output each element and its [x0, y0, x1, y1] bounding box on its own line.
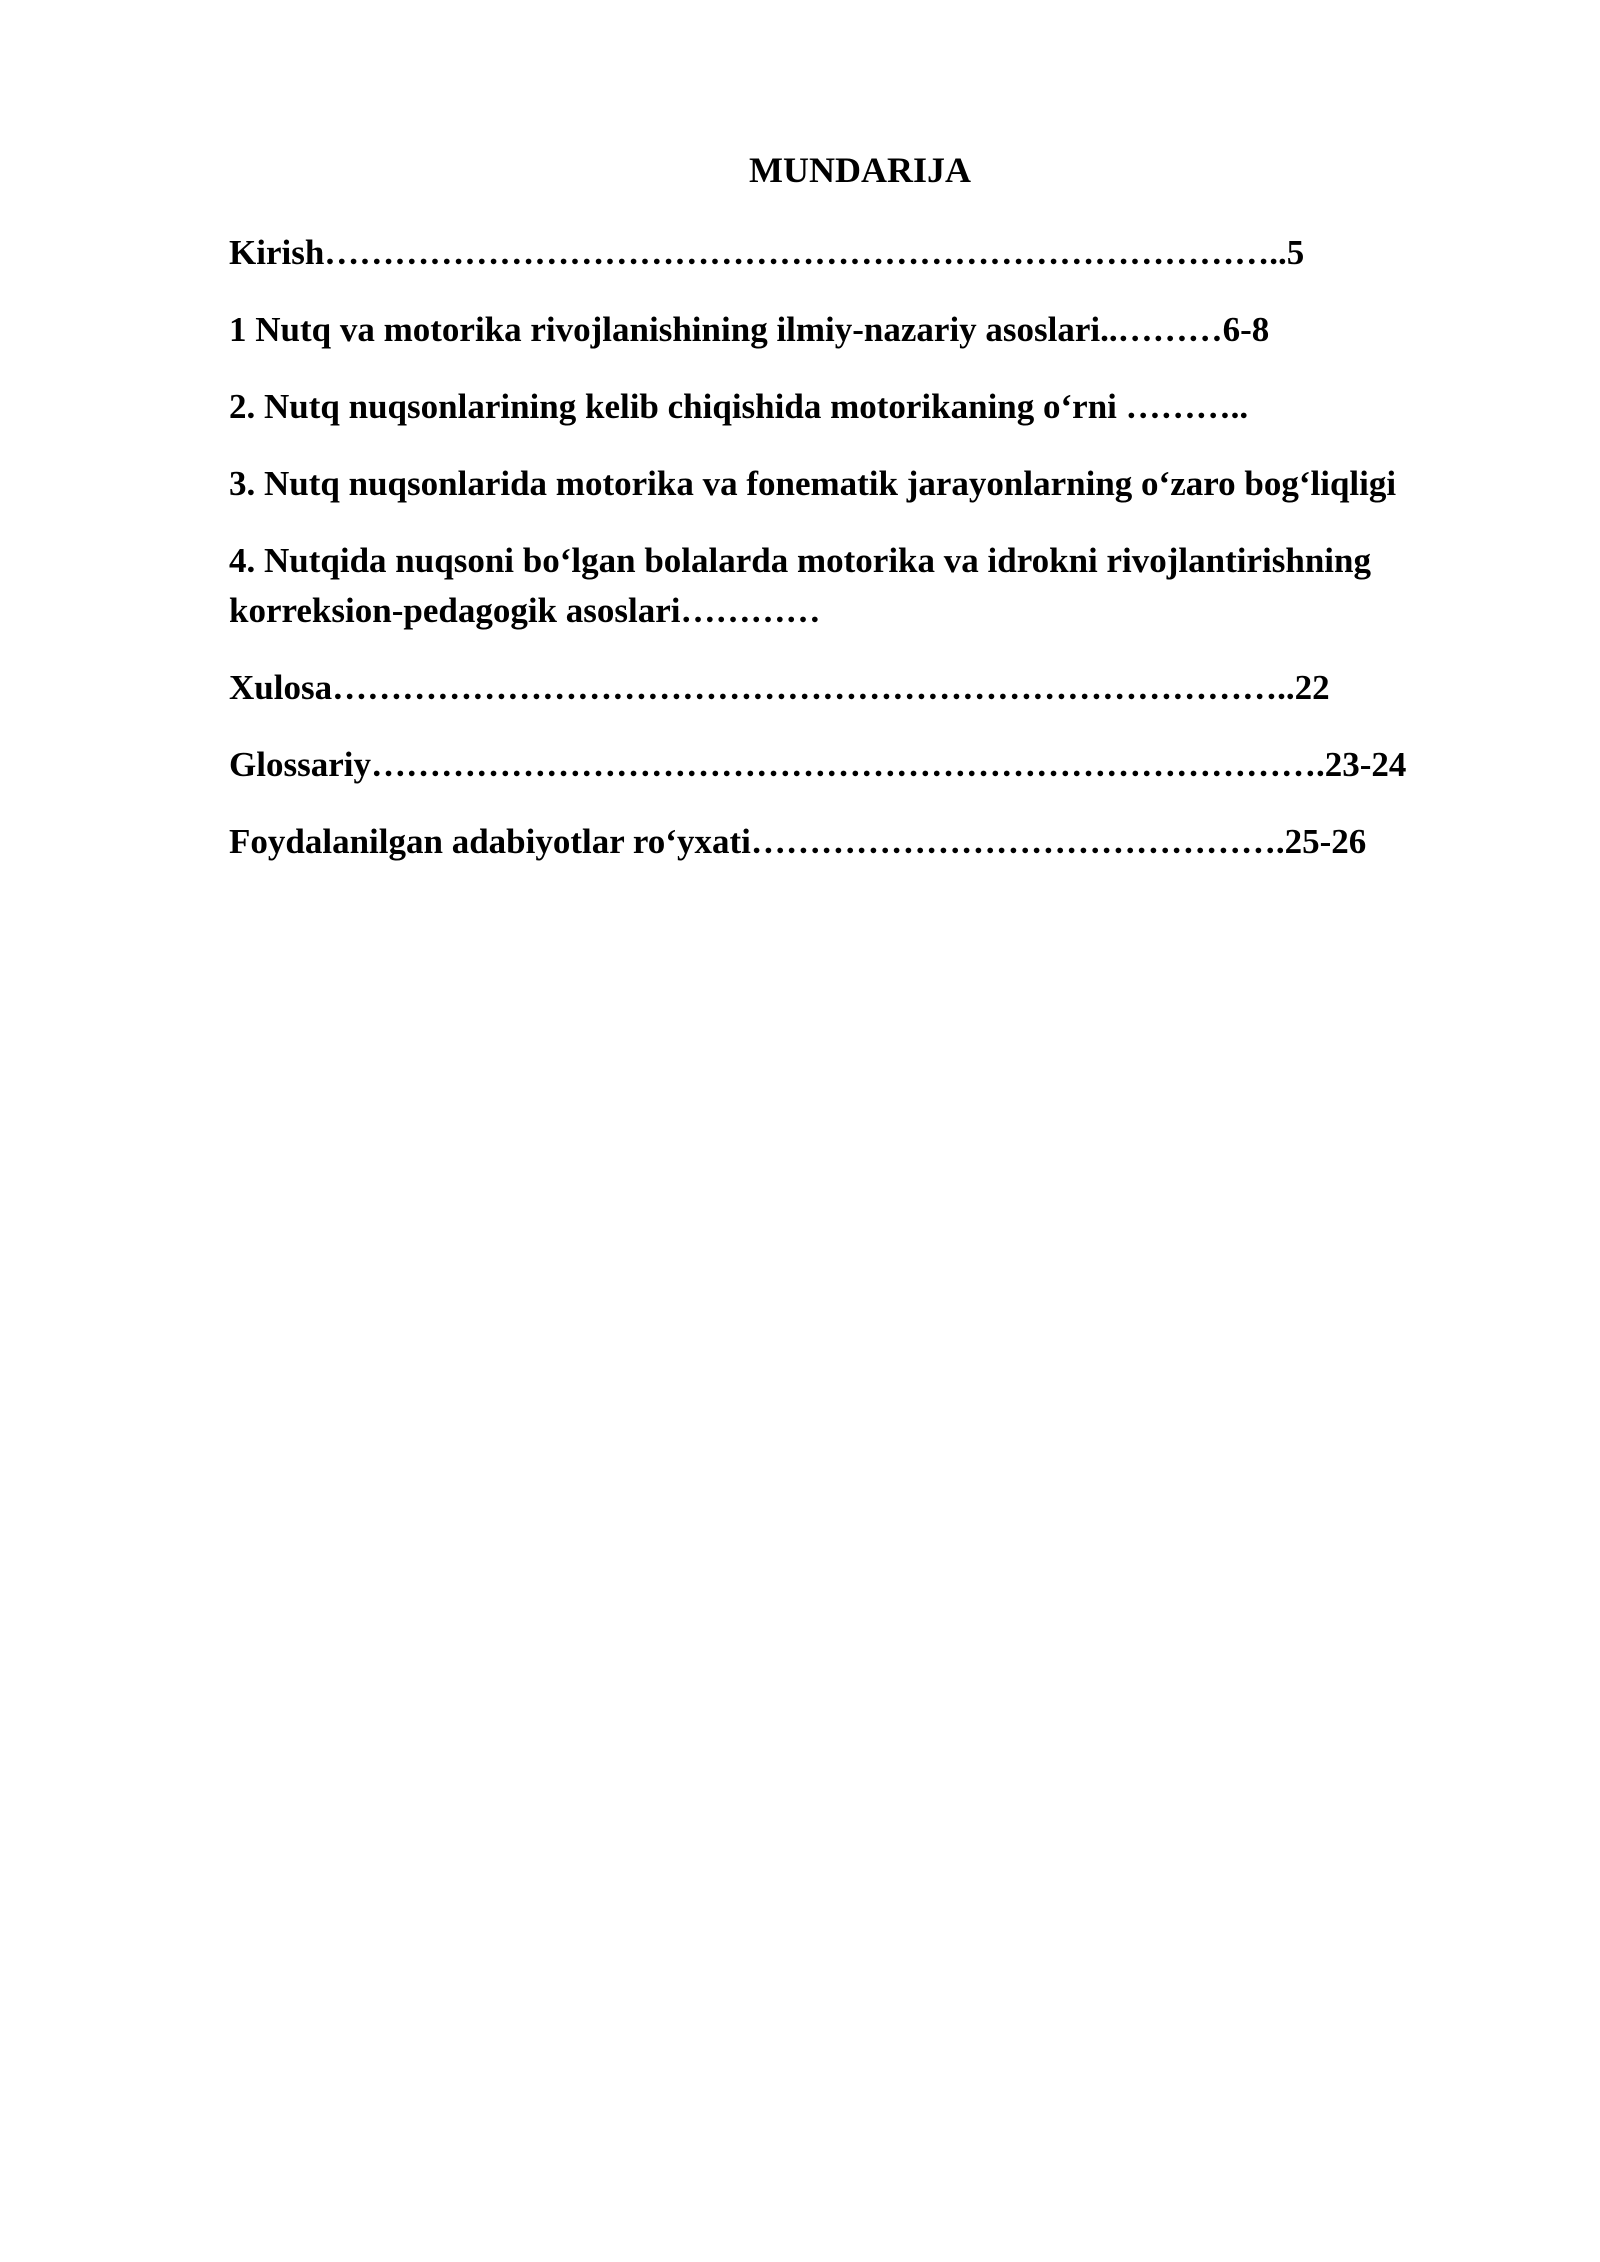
toc-entry-glossariy: Glossariy……………………………………………………………………….23-24 [229, 745, 1407, 784]
toc-entry-chapter-4-line-1: 4. Nutqida nuqsoni bo‘lgan bolalarda motorika va idrokni rivojlantirishning [229, 541, 1371, 580]
toc-entry-references: Foydalanilgan adabiyotlar ro‘yxati……………………………………….25-26 [229, 822, 1367, 861]
toc-entry-chapter-2: 2. Nutq nuqsonlarining kelib chiqishida motorikaning o‘rni ……….. [229, 387, 1249, 426]
toc-entry-chapter-1: 1 Nutq va motorika rivojlanishining ilmiy-nazariy asoslari..………6-8 [229, 310, 1270, 349]
toc-entry-chapter-4-line-2: korreksion-pedagogik asoslari………… [229, 591, 821, 630]
toc-entry-chapter-3: 3. Nutq nuqsonlarida motorika va fonematik jarayonlarning o‘zaro bog‘liqligi [229, 464, 1397, 503]
toc-entry-xulosa: Xulosa………………………………………………………………………..22 [229, 668, 1330, 707]
toc-entry-kirish: Kirish………………………………………………………………………..5 [229, 233, 1305, 272]
table-of-contents [229, 228, 1529, 894]
toc-entry-chapter-4 [229, 536, 1529, 636]
page-title: MUNDARIJA [749, 150, 971, 190]
